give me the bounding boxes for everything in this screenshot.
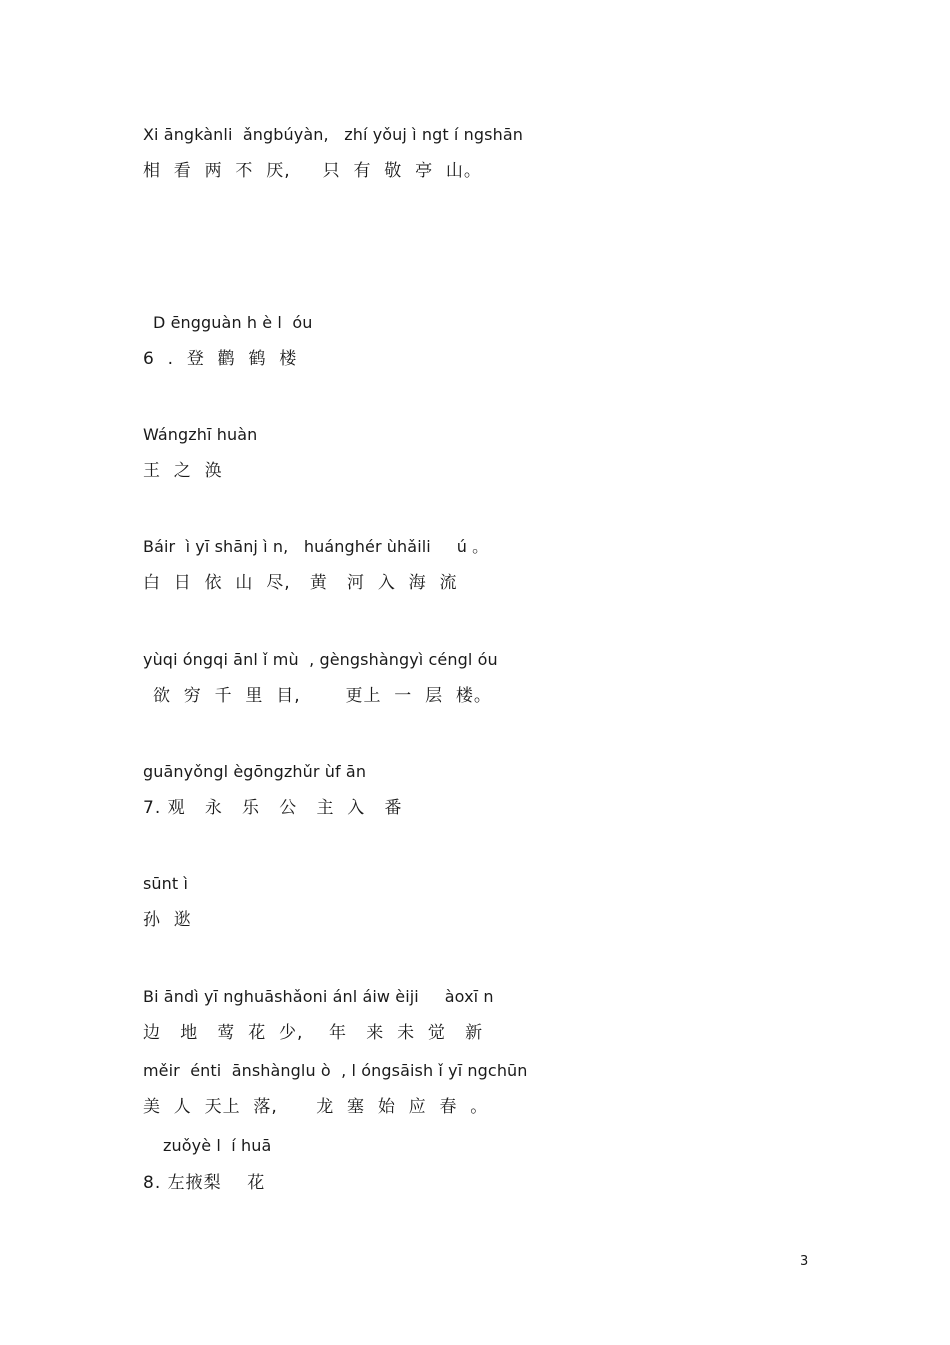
poem-line: 边 地 莺 花 少, 年 来 未 觉 新 bbox=[143, 1023, 484, 1043]
pinyin-line: Báir ì yī shānj ì n, huánghér ùhǎili ú 。 bbox=[143, 537, 489, 556]
poem-title: 8. 左掖梨 花 bbox=[143, 1173, 266, 1193]
pinyin-line: Xi āngkànli ǎngbúyàn, zhí yǒuj ì ngt í ngshān bbox=[143, 125, 523, 144]
poem-line: 欲 穷 千 里 目, 更上 一 层 楼。 bbox=[153, 686, 492, 706]
poem-author: 孙 逖 bbox=[143, 910, 192, 930]
pinyin-title: guānyǒngl ègōngzhǔr ùf ān bbox=[143, 762, 367, 781]
pinyin-line: Bi āndì yī nghuāshǎoni ánl áiw èiji àoxī n bbox=[143, 987, 494, 1006]
poem-title: 6 . 登 鹳 鹤 楼 bbox=[143, 349, 298, 369]
poem-line: 美 人 天上 落, 龙 塞 始 应 春 。 bbox=[143, 1097, 489, 1117]
poem-line: 相 看 两 不 厌, 只 有 敬 亭 山。 bbox=[143, 161, 482, 181]
pinyin-line: měir énti ānshànglu ò , l óngsāish ǐ yī ngchūn bbox=[143, 1061, 528, 1080]
pinyin-line: yùqi óngqi ānl ǐ mù , gèngshàngyì céngl óu bbox=[143, 650, 498, 669]
page-number: 3 bbox=[800, 1254, 809, 1269]
pinyin-author: Wángzhī huàn bbox=[143, 425, 258, 444]
poem-line: 白 日 依 山 尽, 黄 河 入 海 流 bbox=[143, 573, 458, 593]
poem-title: 7. 观 永 乐 公 主 入 番 bbox=[143, 798, 403, 818]
poem-author: 王 之 涣 bbox=[143, 461, 223, 481]
pinyin-author: sūnt ì bbox=[143, 874, 189, 893]
pinyin-title: D ēngguàn h è l óu bbox=[153, 313, 313, 332]
pinyin-title: zuǒyè l í huā bbox=[163, 1136, 272, 1155]
